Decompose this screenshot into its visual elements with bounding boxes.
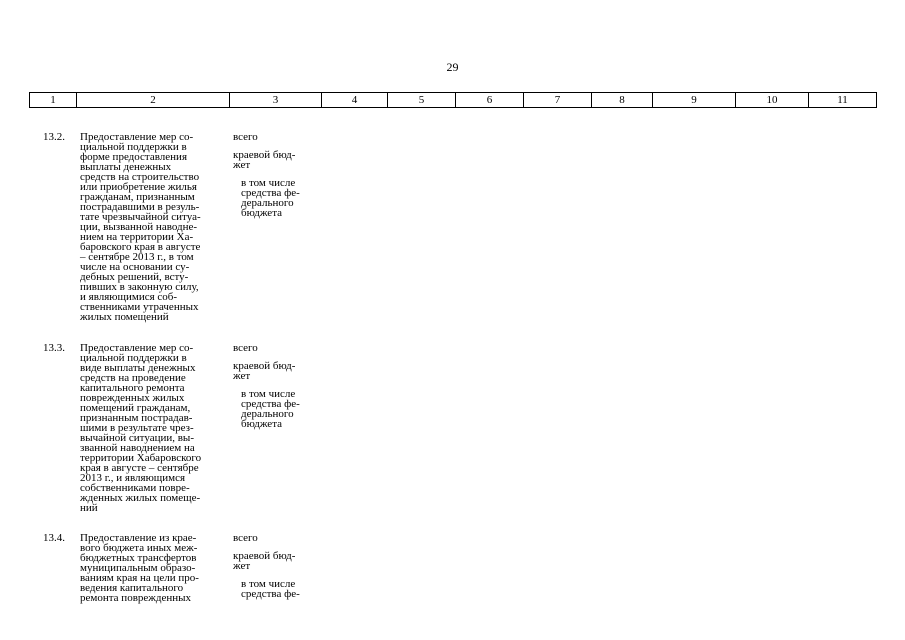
header-col-5: 5: [388, 93, 456, 108]
header-col-3: 3: [230, 93, 322, 108]
funding-source-label: всего: [233, 532, 258, 544]
funding-source-label: краевой бюд- жет: [233, 149, 296, 171]
header-col-8: 8: [592, 93, 653, 108]
row-description: Предоставление из крае- вого бюджета иных меж- бюджетных трансфертов муниципальным образо- ваниям края на цели про- ведения капитального ремонта поврежденных: [80, 532, 199, 604]
funding-source-label: в том числе средства фе- дерального бюджета: [241, 177, 300, 219]
page-number: 29: [446, 60, 459, 74]
header-col-9: 9: [653, 93, 736, 108]
row-number: 13.3.: [43, 342, 65, 354]
header-col-6: 6: [456, 93, 524, 108]
row-description: Предоставление мер со- циальной поддержки в виде выплаты денежных средств на проведение капитального ремонта поврежденных жилых помещений гражданам, признанным пострадав- шими в результате чрез- вычайной ситуации, вы- званной наводнением на территории Хабаровского края в августе – сентябре 2013 г., и являющимся собственниками повре- жденных жилых помеще- ний: [80, 342, 202, 514]
row-description: Предоставление мер со- циальной поддержки в форме предоставления выплаты денежных средств на строительство или приобретение жилья гражданам, признанным пострадавшими в резуль- тате чрезвычайной ситуа- ции, вызванной наводне- нием на территории Ха- баровского края в августе – сентябре 2013 г., в том числе на основании су- дебных решений, всту- пивших в законную силу, и являющимися соб- ственниками утраченных жилых помещений: [80, 131, 201, 323]
header-col-1: 1: [30, 93, 77, 108]
funding-source-label: всего: [233, 131, 258, 143]
funding-source-label: краевой бюд- жет: [233, 360, 296, 382]
column-number-header: [29, 92, 877, 108]
header-col-11: 11: [809, 93, 877, 108]
funding-source-label: в том числе средства фе-: [241, 578, 300, 600]
header-col-10: 10: [736, 93, 809, 108]
row-number: 13.4.: [43, 532, 65, 544]
funding-source-label: всего: [233, 342, 258, 354]
header-col-2: 2: [77, 93, 230, 108]
row-number: 13.2.: [43, 131, 65, 143]
funding-source-label: в том числе средства фе- дерального бюджета: [241, 388, 300, 430]
funding-source-label: краевой бюд- жет: [233, 550, 296, 572]
header-col-7: 7: [524, 93, 592, 108]
header-col-4: 4: [322, 93, 388, 108]
